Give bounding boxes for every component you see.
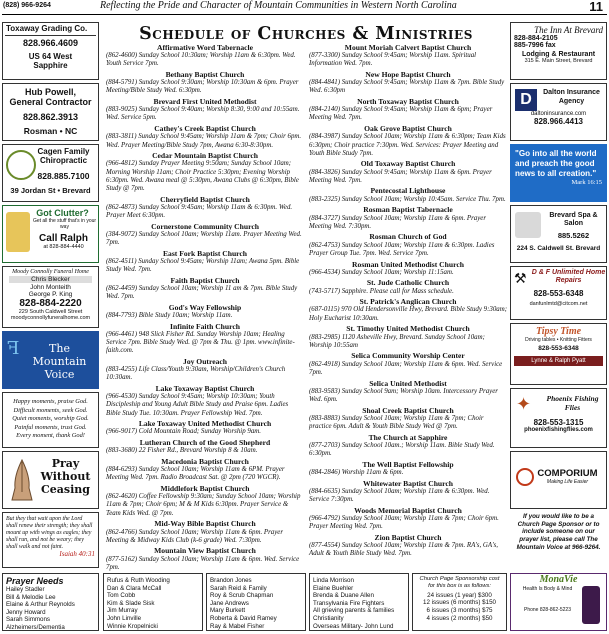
prayer-name: Overseas Military- John Lund	[313, 622, 394, 630]
church-details: (862-4918) Sunday School 10am; Worship 11am & 6pm. Wed. Service 7pm.	[309, 360, 503, 376]
prayer-name: Bill & Melodie Lee	[6, 593, 56, 601]
church-entry	[309, 160, 507, 184]
ad-mark-verse	[510, 144, 607, 202]
ad-moody-web: moodyconnollyfuneralhome.com	[10, 315, 91, 321]
mark-verse-ref: Mark 16:15	[571, 179, 602, 186]
prayer-name: Mary Burkett	[210, 607, 246, 615]
church-name: Woods Memorial Baptist Church	[354, 505, 462, 515]
prayer-name: Elaine & Arthur Reynolds	[6, 601, 75, 609]
ad-got-clutter	[2, 205, 99, 263]
church-details: (883-9583) Sunday School 9am; Worship 10am. Intercessory Prayer Wed. 6pm.	[309, 387, 498, 403]
church-name: Joy Outreach	[183, 357, 227, 366]
church-details: (966-4461) 948 Slick Fisher Rd. Sunday Worship 10am; Healing Service 7pm. Bible Study Wed. @ 7pm & Thu. @ 1pm. www.infinite-faith.com.	[106, 330, 295, 355]
church-details: (862-4753) Sunday School 10am; Worship 11am & 6:30pm. Ladies Prayer Group Tue. 7pm. Wed. Service 7pm.	[309, 241, 495, 257]
prayer-name: John Linville	[107, 614, 142, 622]
prayer-needs-title: Prayer Needs	[6, 576, 64, 586]
church-entry	[106, 196, 304, 220]
header-tagline: Reflecting the Pride and Character of Mountain Communities in Western North Carolina	[100, 0, 457, 11]
ad-clutter-sub: Get all the stuff that's in your way	[32, 218, 97, 230]
prayer-name: Christianity	[313, 614, 344, 622]
ad-isaiah-verse	[2, 512, 99, 568]
church-entry	[309, 480, 507, 504]
church-entry	[106, 44, 304, 68]
ad-inn-phone1: 828-884-2105	[514, 35, 558, 42]
church-details: (884-5791) Sunday School 9:30am; Worship 10:30am & 6pm. Prayer Meeting/Bible Study Wed. 6:30pm.	[106, 79, 299, 95]
church-name: Lake Toxaway United Methodist Church	[138, 419, 272, 429]
church-name: Rosman United Methodist Church	[352, 259, 464, 269]
church-name: The Church at Sapphire	[368, 432, 448, 442]
prayer-name: Transylvania Fire Fighters	[313, 599, 385, 607]
church-entry	[106, 520, 304, 544]
ad-cagen-chiropractic	[2, 144, 99, 202]
ad-monavie-phone: Phone 828-862-5223	[524, 607, 571, 614]
ad-hub-role: General Contractor	[9, 97, 92, 107]
spine-icon	[6, 150, 36, 180]
happy-line-3: Quiet moments, worship God.	[12, 415, 89, 423]
fishing-fly-icon: ✦	[516, 394, 532, 414]
prayer-name: Jim Murray	[107, 607, 138, 615]
ad-spa-phone: 885.5262	[557, 231, 590, 240]
ad-cagen-name: Cagen Family	[37, 147, 90, 156]
church-details: (883-3680) 22 Fisher Rd., Brevard Worship 8 & 10am.	[106, 447, 258, 455]
church-details: (883-4255) Life Class/Youth 9:30am, Worship/Children's Church 10:30am.	[106, 366, 286, 382]
church-details: (884-4841) Sunday School 9:45am; Worship 11am & 7pm. Bible Study Wed. 6:30pm	[309, 79, 505, 95]
church-entry	[309, 233, 507, 257]
church-entry	[106, 223, 304, 247]
ad-moody-names2: John Monteith	[30, 284, 71, 291]
mountain-logo-icon: ꟻ	[7, 338, 20, 359]
ad-monavie-name: MonaVie	[539, 574, 578, 585]
ad-toxaway-location: US 64 West	[28, 52, 73, 61]
ad-dalton-name: Dalton Insurance Agency	[543, 89, 600, 105]
ad-cagen-phone: 828.885.7100	[37, 171, 90, 181]
church-entry	[106, 458, 304, 482]
ad-cagen-address: 39 Jordan St • Brevard	[10, 186, 91, 195]
sponsor-notice	[512, 513, 605, 552]
ad-inn-name: The Inn At Brevard	[534, 25, 603, 35]
ad-df-phone: 828-553-6348	[533, 289, 584, 298]
church-column-1	[106, 44, 304, 575]
prayer-name: Tom Cobb	[107, 592, 136, 600]
ad-phoenix-web: phoenixfishingflies.com	[524, 427, 593, 433]
ad-clutter-phone: at 828-884-4440	[43, 244, 84, 250]
church-name: Affirmative Word Tabernacle	[156, 43, 254, 52]
ad-moody-names3: George P. King	[28, 291, 73, 298]
church-name: Rosman Baptist Tabernacle	[363, 205, 453, 215]
prayer-name: Winnie Kropelnicki	[107, 622, 158, 630]
church-entry	[309, 507, 507, 531]
church-name: God's Way Fellowship	[168, 302, 242, 312]
ad-pray-without-ceasing	[2, 451, 99, 509]
ad-monavie	[510, 573, 607, 631]
church-entry	[309, 44, 507, 68]
church-name: Selica United Methodist	[369, 378, 447, 388]
ad-hub-phone: 828.862.3913	[22, 112, 79, 122]
isaiah-text: But they that wait upon the Lord shall renew their strength; they shall mount up with wings as eagles; they shall run, and not be weary; they shall walk and not faint.	[6, 516, 93, 550]
pray-line-3: Ceasing	[41, 483, 90, 496]
isaiah-ref: Isaiah 40:31	[59, 550, 95, 558]
prayer-name: Roberta & David Ramey	[210, 614, 277, 622]
header-phone: (828) 966-9264	[3, 2, 51, 9]
prayer-list-1	[6, 586, 95, 631]
ad-hub-name: Hub Powell,	[24, 87, 76, 97]
church-name: Bethany Baptist Church	[165, 70, 245, 80]
church-name: Mount Moriah Calvert Baptist Church	[344, 43, 472, 52]
ad-inn-phone2: 885-7996 fax	[514, 42, 556, 49]
ad-dalton-phone: 828.966.4413	[534, 117, 583, 126]
ad-inn-address: 315 E. Main Street, Brevard	[524, 58, 593, 64]
church-name: Brevard First United Methodist	[153, 97, 257, 107]
church-entry	[106, 277, 304, 301]
ad-tipsy-time	[510, 323, 607, 385]
ad-moody-names1: Chris Blecker	[9, 276, 92, 283]
church-name: Middlefork Baptist Church	[160, 484, 250, 494]
happy-line-2: Difficult moments, seek God.	[13, 406, 88, 414]
church-name: Old Toxaway Baptist Church	[360, 159, 456, 169]
church-entry	[309, 325, 507, 349]
page-title: Schedule of Churches & Ministries	[139, 24, 473, 44]
church-details: (966-9017) Cold Mountain Road; Sunday Worship 9am.	[106, 428, 261, 436]
prayer-list-box-2	[103, 573, 203, 631]
church-entry	[309, 279, 507, 295]
hammer-icon: ⚒	[514, 270, 527, 286]
prayer-name: Jane Andrews	[210, 599, 249, 607]
prayer-name: Elaine Buehler	[313, 584, 354, 592]
ad-hub-powell	[2, 83, 99, 141]
prayer-name: Brenda & Duane Allen	[313, 592, 374, 600]
prayer-name: Brandon Jones	[210, 577, 252, 584]
church-name: Cornerstone Community Church	[151, 221, 259, 231]
church-entry	[309, 98, 507, 122]
church-name: New Hope Baptist Church	[365, 70, 451, 80]
sponsorship-rate: 12 issues (6 months) $150	[423, 599, 496, 607]
church-details: (884-3727) Sunday School 10am; Worship 11am & 6pm. Prayer Meeting Wed. 7:30pm.	[309, 214, 487, 230]
ad-comporium-sub: Making Life Easier	[546, 479, 589, 485]
prayer-name: All grieving parents & families	[313, 607, 395, 615]
ad-tipsy-sub: Driving tables • Knitting Fitters	[525, 337, 592, 343]
ad-inn-desc: Lodging & Restaurant	[521, 51, 596, 58]
church-name: Mountain View Baptist Church	[154, 546, 256, 556]
church-name: Selica Community Worship Center	[351, 351, 465, 361]
church-entry	[309, 380, 507, 404]
church-details: (884-2140) Sunday School 9:45am; Worship 11am & 6pm; Prayer Meeting Wed. 7pm.	[309, 106, 493, 122]
ad-moody-phone: 828-884-2220	[19, 298, 82, 309]
prayer-name: Sarah Reid & Family	[210, 584, 267, 592]
church-entry	[309, 407, 507, 431]
spa-logo-icon	[515, 212, 541, 238]
church-entry	[309, 534, 507, 558]
church-entry	[106, 439, 304, 455]
church-details: (966-4812) Sunday Prayer Meeting 9:50am; Sunday School 10am; Morning Worship 11am; Choir Practice 5:30pm; Evening Worship 6:30pm. Wed. Awana meal @ 5:30pm, Awana Clubs @ 6:30pm, Bible Study @ 7pm.	[106, 160, 299, 192]
church-name: The Well Baptist Fellowship	[362, 459, 454, 469]
church-name: Cathey's Creek Baptist Church	[154, 124, 256, 134]
church-entry	[106, 125, 304, 149]
church-details: (966-4530) Sunday School 9:45am; Worship 10:30am; Youth Discipleship and Young Adult Bible Study and Praise 6pm. Ladies Bible Study Tue. 10:30am. Prayer Fellowship Wed. 7pm.	[106, 393, 289, 417]
church-details: (883-8883) Sunday School 10am; Worship 11am & 7pm; Choir practice 6pm. Adult & Youth Bible Study Wed @ 7pm.	[309, 414, 484, 430]
church-entry	[309, 125, 507, 158]
church-name: Mid-Way Bible Baptist Church	[154, 519, 256, 529]
bottle-icon	[582, 586, 600, 624]
church-name: Shoal Creek Baptist Church	[362, 405, 454, 415]
sponsorship-rate: 24 issues (1 year) $300	[427, 591, 492, 599]
church-name: Lake Toxaway Baptist Church	[155, 384, 255, 394]
church-details: (877-2703) Sunday School 10am.; Worship 11am. Bible Study Wed. 6:30pm.	[309, 441, 495, 457]
prayer-list-box-4	[309, 573, 409, 631]
church-entry	[309, 298, 507, 322]
ad-voice-name: The Mountain Voice	[32, 342, 87, 381]
sponsorship-rates	[416, 592, 503, 623]
church-details: (862-4873) Sunday School 9:45am; Worship 11am & 6:30pm. Wed. Prayer Meet 6:30pm.	[106, 203, 293, 219]
church-entry	[106, 385, 304, 418]
church-name: Zion Baptist Church	[374, 532, 442, 542]
church-details: (862-4766) Sunday School 10am; Worship 11am & 6pm. Prayer Meeting & Midway Kids Club (k-6 grade) Wed. 7:30pm.	[106, 528, 284, 544]
church-name: North Toxaway Baptist Church	[357, 97, 459, 107]
prayer-list-2	[107, 577, 199, 630]
ad-toxaway-town: Sapphire	[33, 61, 68, 70]
church-details: (883-2325) Sunday School 10am; Worship 10:45am. Service Thu. 7pm.	[309, 195, 506, 203]
church-details: (883-9025) Sunday School 9:40am; Worship 8:30, 9:00 and 10:55am. Wed. Service 5pm.	[106, 106, 300, 122]
church-name: Pentecostal Lighthouse	[370, 186, 446, 196]
church-details: (966-4534) Sunday School 10am; Worship 11:15am.	[309, 268, 454, 276]
church-entry	[309, 71, 507, 95]
church-details: (883-3811) Sunday School 9:45am; Worship 11am & 7pm; Choir 6pm. Wed. Prayer Meeting/Bible Study 7pm, Awana 6:30-8:30pm.	[106, 133, 302, 149]
ad-brevard-spa	[510, 205, 607, 263]
church-entry	[106, 250, 304, 274]
ad-dalton-insurance	[510, 83, 607, 141]
ad-df-home-repairs	[510, 266, 607, 320]
sponsor-notice-text: If you would like to be a Church Page Sponsor or to include someone on our prayer list, please call The Mountain Voice at 966-9264.	[516, 513, 601, 551]
ad-df-name: D & F Unlimited Home Repairs	[531, 269, 606, 284]
church-entry	[106, 98, 304, 122]
prayer-name: Rufus & Ruth Wooding	[107, 577, 170, 584]
church-details: (883-2985) 1120 Asheville Hwy, Brevard. Sunday School 10am; Worship 10:55am	[309, 333, 485, 349]
church-name: St. Timothy United Methodist Church	[346, 324, 470, 334]
ad-spa-name: Brevard Spa & Salon	[549, 212, 598, 227]
mark-verse-text: "Go into all the world and preach the good news to all creation."	[515, 149, 597, 178]
church-details: (877-3300) Sunday School 9:45am; Worship 11am. Spiritual Information Wed. 7pm.	[309, 52, 477, 68]
ad-clutter-cta: Call Ralph	[39, 233, 88, 244]
church-details: (884-6635) Sunday School 10am; Worship 11am & 6:30pm. Wed. Service 7:30pm.	[309, 487, 490, 503]
praying-hands-icon	[8, 458, 36, 502]
prayer-name: Dan & Clara McCall	[107, 584, 162, 592]
ad-happy-moments	[2, 392, 99, 448]
ad-moody-connolly	[2, 266, 99, 328]
ad-spa-address: 224 S. Caldwell St. Brevard	[516, 245, 601, 252]
dalton-logo-icon: D	[515, 89, 537, 111]
ad-phoenix-fishing	[510, 388, 607, 448]
church-details: (687-0115) 970 Old Hendersonville Hwy, Brevard. Bible Study 9:30am; Holy Eucharist 10:30am.	[309, 306, 507, 322]
ad-phoenix-phone: 828-553-1315	[533, 418, 584, 427]
sponsorship-rates-box	[412, 573, 507, 631]
ad-toxaway-grading	[2, 22, 99, 80]
church-details: (877-4554) Sunday School 10am; Worship 11am & 7pm. RA's, GA's, Adult & Youth Bible Study Wed. 7pm.	[309, 541, 498, 558]
page-header	[0, 0, 609, 14]
church-details: (877-5162) Sunday School 10am; Worship 11am & 6pm. Wed. Service 7pm.	[106, 555, 300, 571]
page-number: 11	[589, 0, 603, 14]
church-name: Oak Grove Baptist Church	[364, 124, 452, 134]
church-name: St. Patrick's Anglican Church	[359, 297, 457, 307]
ad-comporium-name: COMPORIUM	[537, 468, 598, 479]
ad-tipsy-name: Tipsy Time	[535, 326, 582, 337]
ad-tipsy-phone: 828-553-6348	[538, 345, 579, 352]
church-name: Cherryfield Baptist Church	[160, 194, 250, 204]
church-entry	[106, 152, 304, 193]
prayer-list-4	[313, 577, 405, 630]
church-details: (743-5717) Sapphire. Please call for Mass schedule.	[309, 287, 454, 295]
ad-df-email: danfunlmtd@citcom.net	[529, 301, 588, 307]
happy-line-1: Happy moments, praise God.	[13, 398, 88, 405]
ad-moody-name: Moody Connolly Funeral Home	[12, 269, 89, 275]
prayer-name: Alzheimers/Dementia	[6, 623, 65, 631]
church-entry	[309, 352, 507, 376]
sponsorship-rate: 6 issues (3 months) $75	[426, 607, 493, 615]
ad-comporium	[510, 451, 607, 509]
church-name: Macedonia Baptist Church	[161, 457, 249, 467]
comporium-logo-icon	[516, 468, 534, 486]
church-name: Rosman Church of God	[369, 232, 447, 242]
prayer-list-3	[210, 577, 302, 630]
church-entry	[309, 261, 507, 277]
church-name: Lutheran Church of the Good Shepherd	[139, 438, 271, 448]
church-details: (966-4792) Sunday School 10am; Worship 11am & 7pm; Choir 6pm. Prayer Meeting Wed. 7pm.	[309, 514, 499, 530]
church-name: Faith Baptist Church	[170, 275, 240, 285]
church-details: (884-7793) Bible Study 10am; Worship 11am.	[106, 312, 233, 320]
ad-clutter-headline: Got Clutter?	[36, 208, 89, 218]
ad-hub-location: Rosman • NC	[23, 126, 78, 136]
prayer-name: Hailey Stadler	[6, 586, 45, 593]
church-details: (884-6293) Sunday School 10am; Worship 11am & 6PM. Prayer Meeting Wed. 7pm. Radio Broadcast Sat. @ 2pm (720 WGCR).	[106, 466, 285, 482]
church-name: St. Jude Catholic Church	[366, 278, 450, 288]
church-entry	[106, 420, 304, 436]
church-details: (884-2846) Worship 11am & 6pm.	[309, 468, 404, 476]
church-details: (884-3987) Sunday School 10am; Worship 11am & 6:30pm; Team Kids 6:30pm; Choir practice 7:30pm. Wed. Services: Prayer Meeting and Youth Bible Study 7pm.	[309, 133, 506, 157]
sponsorship-title: Church Page Sponsorship cost for this box is as follows:	[419, 576, 500, 589]
prayer-name: Jenny Howard	[6, 608, 46, 616]
happy-line-5: Every moment, thank God!	[16, 432, 85, 440]
church-entry	[106, 71, 304, 95]
ad-tipsy-extra: Lynne & Ralph Pyatt	[514, 356, 603, 366]
clutter-figure-icon	[6, 212, 30, 252]
ad-dalton-web: daltoninsurance.com	[530, 111, 587, 117]
sponsorship-rate: 4 issues (2 months) $50	[426, 614, 493, 622]
ad-monavie-sub: Health Is Body & Mind	[522, 585, 573, 592]
church-details: (862-4620) Coffee Fellowship 9:30am; Sunday School 10am; Worship 11am & 7pm; Choir 6pm; M & M Kids 6:30pm. Prayer Service & Team Kids Wed. @ 7pm.	[106, 493, 301, 517]
ad-inn-at-brevard	[510, 22, 607, 80]
pray-line-1: Pray	[51, 457, 80, 470]
church-details: (862-4511) Sunday School 9:45am; Worship 11am; Awana 5pm. Bible Study Wed. 7pm.	[106, 257, 300, 274]
ad-moody-address: 229 South Caldwell Street	[18, 309, 83, 315]
church-entry	[309, 206, 507, 230]
prayer-name: Kim & Slade Sisk	[107, 599, 155, 607]
church-entry	[106, 358, 304, 382]
ad-toxaway-phone: 828.966.4609	[22, 38, 79, 48]
church-entry	[309, 187, 507, 203]
header-rule	[2, 14, 607, 15]
church-name: Cedar Mountain Baptist Church	[152, 151, 258, 161]
prayer-list-box-3	[206, 573, 306, 631]
ad-cagen-sub: Chiropractic	[39, 156, 88, 165]
church-name: Infinite Faith Church	[170, 321, 240, 331]
church-name: East Fork Baptist Church	[162, 248, 248, 258]
ad-phoenix-name: Phoenix Fishing Flies	[546, 394, 599, 412]
prayer-name: Ray & Mabel Fisher	[210, 622, 265, 630]
ad-toxaway-name: Toxaway Grading Co.	[6, 24, 88, 33]
church-column-2	[309, 44, 507, 561]
prayer-name: Sarah Simmons	[6, 616, 51, 624]
ad-mountain-voice	[2, 331, 99, 389]
church-entry	[309, 434, 507, 458]
prayer-name: Roy & Scrub Chapman	[210, 592, 274, 600]
church-entry	[106, 304, 304, 320]
prayer-needs-box	[2, 573, 99, 631]
church-entry	[309, 461, 507, 477]
pray-line-2: Without	[40, 470, 91, 483]
church-details: (384-9072) Sunday School 10am; Worship 11am. Prayer Meeting Wed. 7pm.	[106, 230, 302, 246]
happy-line-4: Painful moments, trust God.	[14, 423, 87, 431]
church-entry	[106, 485, 304, 518]
church-name: Whitewater Baptist Church	[362, 478, 453, 488]
prayer-name: Linda Morrison	[313, 577, 354, 584]
church-details: (884-3826) Sunday School 9:45am; Worship 11am & 6pm. Prayer Meeting Wed. 7pm.	[309, 168, 492, 184]
church-entry	[106, 323, 304, 356]
church-details: (862-4459) Sunday School 10am; Worship 11 am & 7pm. Bible Study Wed. 7pm.	[106, 284, 298, 301]
church-details: (862-4600) Sunday School 10:30am; Worship 11am & 6:30pm. Wed. Youth Service 7pm.	[106, 52, 296, 68]
church-entry	[106, 547, 304, 571]
